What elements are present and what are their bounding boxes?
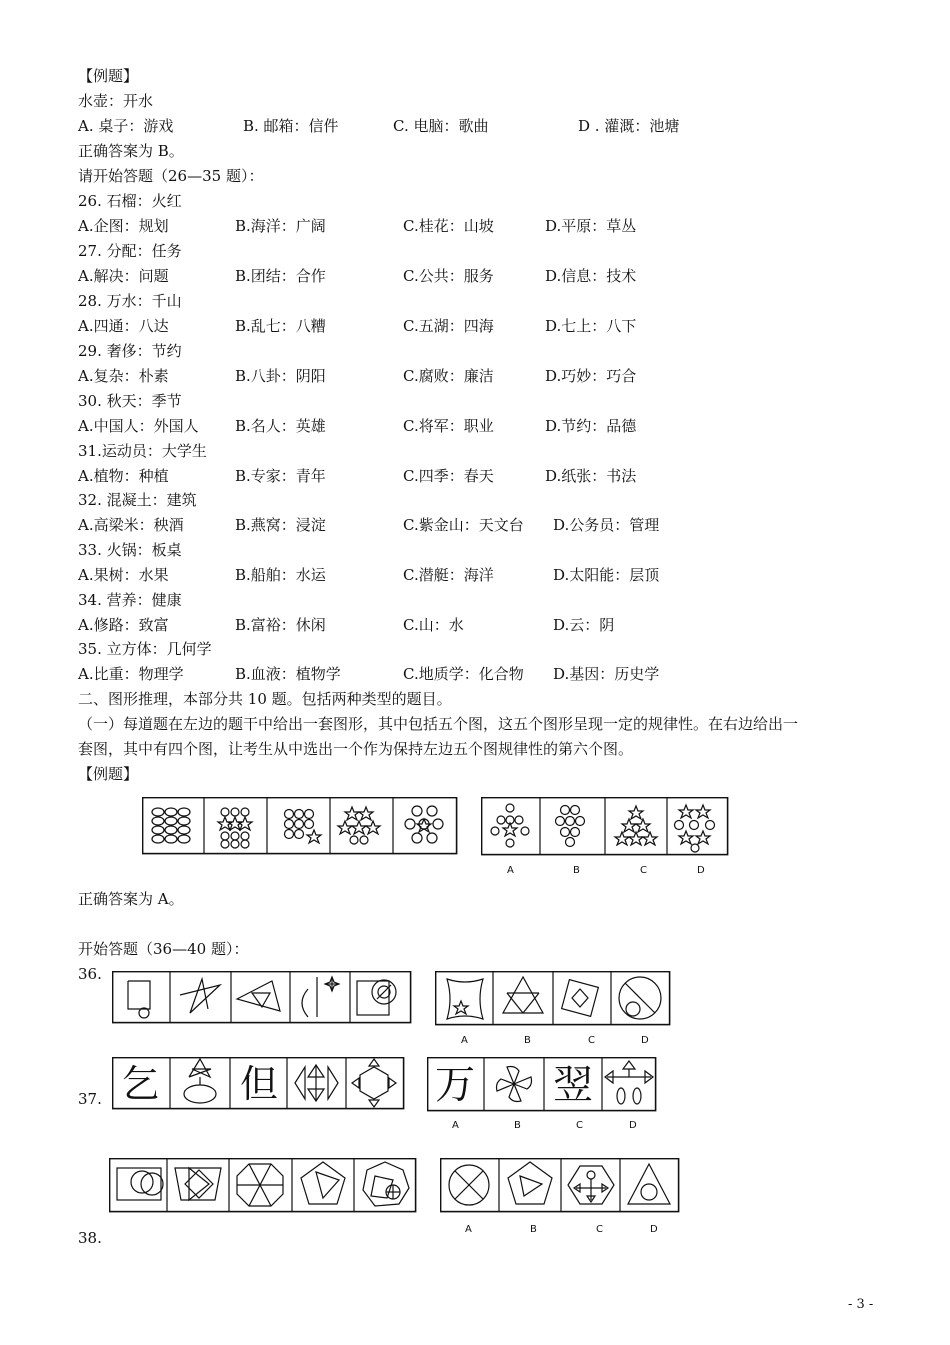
option-letter-d: D — [697, 865, 705, 876]
question-number-37: 37. — [78, 1090, 102, 1108]
option-a: A.中国人：外国人 — [78, 417, 199, 435]
option-letter-a: A — [461, 1035, 468, 1046]
question-stem: 26. 石榴：火红 — [78, 192, 182, 210]
option-c: C.五湖：四海 — [403, 317, 494, 335]
q36-options-figure — [435, 971, 673, 1027]
question-stem: 28. 万水：千山 — [78, 292, 182, 310]
question-stem: 33. 火锅：板桌 — [78, 541, 182, 559]
question-stem: 34. 营养：健康 — [78, 591, 182, 609]
option-c: C.腐败：廉洁 — [403, 367, 494, 385]
question-stem: 35. 立方体：几何学 — [78, 640, 212, 658]
option-a: A.植物：种植 — [78, 467, 169, 485]
question-stem: 32. 混凝土：建筑 — [78, 491, 197, 509]
option-d: D.七上：八下 — [545, 317, 637, 335]
option-c: C.紫金山：天文台 — [403, 516, 524, 534]
section-intro-line2: 套图，其中有四个图，让考生从中选出一个作为保持左边五个图规律性的第六个图。 — [78, 740, 634, 758]
option-a: A.果树：水果 — [78, 566, 169, 584]
option-b: B.八卦：阴阳 — [235, 367, 326, 385]
option-d: D.云：阴 — [553, 616, 615, 634]
option-letter-b: B — [514, 1120, 521, 1131]
question-stem: 27. 分配：任务 — [78, 242, 182, 260]
option-d: D.公务员：管理 — [553, 516, 660, 534]
option-b: B.血液：植物学 — [235, 665, 341, 683]
option-d: D.信息：技术 — [545, 267, 637, 285]
option-letter-c: C — [576, 1120, 583, 1131]
option-d: D.巧妙：巧合 — [545, 367, 637, 385]
option-letter-b: B — [530, 1224, 537, 1235]
option-c: C.山：水 — [403, 616, 464, 634]
option-b: B.名人：英雄 — [235, 417, 326, 435]
option-d: D.平原：草丛 — [545, 217, 637, 235]
example-option-c: C. 电脑：歌曲 — [393, 117, 489, 135]
option-letter-d: D — [650, 1224, 658, 1235]
option-letter-a: A — [507, 865, 514, 876]
option-d: D.节约：品德 — [545, 417, 637, 435]
section-title: 二、图形推理，本部分共 10 题。包括两种类型的题目。 — [78, 690, 452, 708]
option-d: D.基因：历史学 — [553, 665, 660, 683]
option-letter-b: B — [524, 1035, 531, 1046]
option-b: B.富裕：休闲 — [235, 616, 326, 634]
option-c: C.公共：服务 — [403, 267, 494, 285]
option-a: A.比重：物理学 — [78, 665, 184, 683]
q38-options-figure — [440, 1158, 682, 1214]
example-option-d: D . 灌溉：池塘 — [578, 117, 680, 135]
option-letter-c: C — [640, 865, 647, 876]
option-b: B.船舶：水运 — [235, 566, 326, 584]
example-option-b: B. 邮箱：信件 — [243, 117, 339, 135]
example-question-figure — [142, 797, 460, 855]
q37-option-c-glyph: 翌 — [553, 1062, 593, 1108]
option-b: B.乱七：八糟 — [235, 317, 326, 335]
q37-question-figure — [112, 1057, 407, 1111]
option-letter-c: C — [596, 1224, 603, 1235]
option-b: B.海洋：广阔 — [235, 217, 326, 235]
q37-options-figure — [427, 1057, 659, 1113]
option-c: C.将军：职业 — [403, 417, 494, 435]
start-instruction: 请开始答题（26—35 题）： — [78, 167, 264, 185]
option-b: B.专家：青年 — [235, 467, 326, 485]
example-option-a: A. 桌子：游戏 — [78, 117, 174, 135]
question-number-38: 38. — [78, 1229, 102, 1247]
figure-example-answer: 正确答案为 A。 — [78, 890, 184, 908]
question-stem: 29. 奢侈：节约 — [78, 342, 182, 360]
option-b: B.燕窝：浸淀 — [235, 516, 326, 534]
q38-question-figure — [109, 1158, 419, 1214]
q36-question-figure — [112, 971, 414, 1025]
page-number: - 3 - — [848, 1297, 874, 1312]
example-options-figure — [481, 797, 731, 857]
question-stem: 30. 秋天：季节 — [78, 392, 182, 410]
question-stem: 31.运动员：大学生 — [78, 442, 207, 460]
option-letter-d: D — [641, 1035, 649, 1046]
example-heading: 【例题】 — [78, 67, 139, 85]
option-c: C.潜艇：海洋 — [403, 566, 494, 584]
option-a: A.解决：问题 — [78, 267, 169, 285]
example-answer: 正确答案为 B。 — [78, 142, 184, 160]
option-a: A.企图：规划 — [78, 217, 169, 235]
option-letter-a: A — [465, 1224, 472, 1235]
q37-option-a-glyph: 万 — [435, 1062, 475, 1108]
option-a: A.高梁米：秧酒 — [78, 516, 184, 534]
option-a: A.复杂：朴素 — [78, 367, 169, 385]
q37-glyph-2: 但 — [239, 1062, 279, 1106]
example-stem: 水壶：开水 — [78, 92, 154, 110]
option-c: C.地质学：化合物 — [403, 665, 524, 683]
option-letter-b: B — [573, 865, 580, 876]
question-number-36: 36. — [78, 965, 102, 983]
option-letter-c: C — [588, 1035, 595, 1046]
figure-example-heading: 【例题】 — [78, 765, 139, 783]
option-a: A.四通：八达 — [78, 317, 169, 335]
option-letter-d: D — [629, 1120, 637, 1131]
option-letter-a: A — [452, 1120, 459, 1131]
option-d: D.太阳能：层顶 — [553, 566, 660, 584]
figure-start-instruction: 开始答题（36—40 题）： — [78, 940, 249, 958]
section-intro-line1: （一）每道题在左边的题干中给出一套图形，其中包括五个图，这五个图形呈现一定的规律性。在右边给出一 — [78, 715, 799, 733]
option-d: D.纸张：书法 — [545, 467, 637, 485]
option-c: C.桂花：山坡 — [403, 217, 494, 235]
option-c: C.四季：春天 — [403, 467, 494, 485]
option-a: A.修路：致富 — [78, 616, 169, 634]
q37-glyph-1: 乞 — [120, 1062, 160, 1106]
option-b: B.团结：合作 — [235, 267, 326, 285]
